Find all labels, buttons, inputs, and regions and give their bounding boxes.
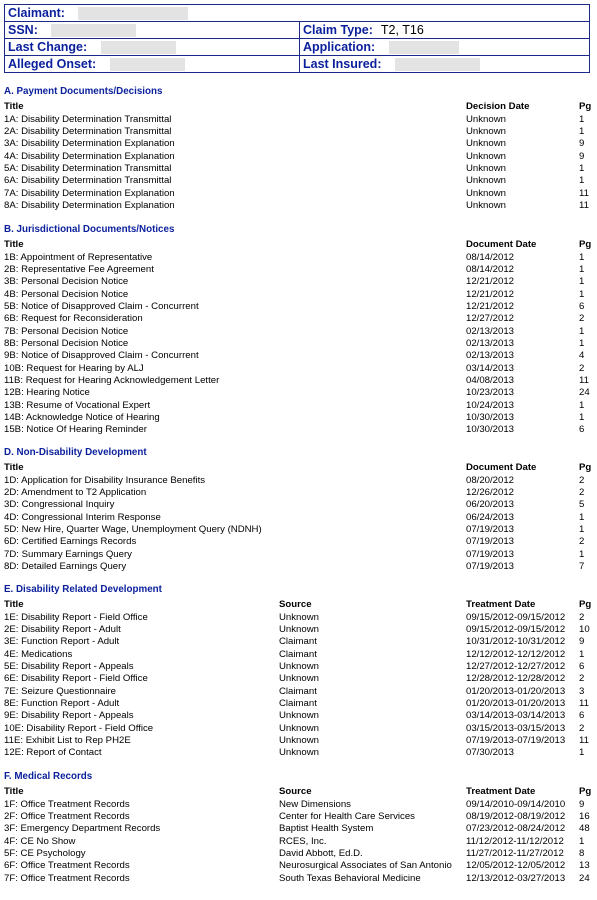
exhibit-date: Unknown xyxy=(466,138,506,150)
exhibit-title[interactable]: 8D: Detailed Earnings Query xyxy=(4,561,127,572)
exhibit-page: 1 xyxy=(579,175,585,187)
exhibit-title[interactable]: 7F: Office Treatment Records xyxy=(4,872,130,884)
exhibit-page: 6 xyxy=(579,424,585,436)
exhibit-page: 2 xyxy=(579,722,585,734)
exhibit-row[interactable] xyxy=(4,163,593,175)
exhibit-page: 1 xyxy=(579,511,585,523)
exhibit-title[interactable]: 8B: Personal Decision Notice xyxy=(4,337,129,349)
exhibit-page: 1 xyxy=(579,747,585,759)
exhibit-page: 7 xyxy=(579,561,585,572)
exhibit-title[interactable]: 6D: Certified Earnings Records xyxy=(4,536,137,548)
exhibit-title[interactable]: 7D: Summary Earnings Query xyxy=(4,548,132,560)
exhibit-title[interactable]: 5F: CE Psychology xyxy=(4,847,86,859)
exhibit-source: Baptist Health System xyxy=(279,823,374,835)
exhibit-source: New Dimensions xyxy=(279,798,351,810)
exhibit-title[interactable]: 3F: Emergency Department Records xyxy=(4,823,161,835)
exhibit-date: 10/24/2013 xyxy=(466,399,515,411)
last-insured-redaction xyxy=(395,58,480,71)
exhibit-title[interactable]: 6E: Disability Report - Field Office xyxy=(4,673,148,685)
exhibit-title[interactable]: 2E: Disability Report - Adult xyxy=(4,623,121,635)
exhibit-title[interactable]: 5D: New Hire, Quarter Wage, Unemployment Query (NDNH) xyxy=(4,523,262,535)
exhibit-date: 12/21/2012 xyxy=(466,276,515,288)
exhibit-row[interactable] xyxy=(4,138,593,150)
exhibit-source: Unknown xyxy=(279,735,319,746)
exhibit-row[interactable] xyxy=(4,673,593,685)
exhibit-page: 5 xyxy=(579,499,585,511)
exhibit-title[interactable]: 1A: Disability Determination Transmittal xyxy=(4,113,172,125)
exhibit-row[interactable] xyxy=(4,624,593,636)
exhibit-page: 6 xyxy=(579,300,585,312)
exhibit-source: Unknown xyxy=(279,747,319,759)
exhibit-date: 10/30/2013 xyxy=(466,424,515,436)
exhibit-title[interactable]: 7B: Personal Decision Notice xyxy=(4,325,129,337)
alleged-onset-cell xyxy=(5,56,300,73)
exhibit-date: 01/20/2013-01/20/2013 xyxy=(466,685,566,697)
column-header-date: Treatment Date xyxy=(466,599,536,610)
exhibit-row[interactable] xyxy=(4,873,593,885)
exhibit-page: 2 xyxy=(579,673,585,685)
exhibit-row[interactable] xyxy=(4,151,593,163)
exhibit-page: 2 xyxy=(579,474,585,486)
last-insured-label: Last Insured: xyxy=(303,56,382,71)
exhibit-row[interactable] xyxy=(4,313,593,325)
exhibit-date: 12/28/2012-12/28/2012 xyxy=(466,673,566,685)
exhibit-date: 11/27/2012-11/27/2012 xyxy=(466,847,564,859)
exhibit-row[interactable] xyxy=(4,735,593,747)
exhibit-date: 06/20/2013 xyxy=(466,499,515,511)
exhibit-page: 1 xyxy=(579,162,585,174)
application-redaction xyxy=(389,41,459,54)
exhibit-row[interactable] xyxy=(4,387,593,399)
exhibit-date: 08/19/2012-08/19/2012 xyxy=(466,810,566,822)
exhibit-date: 01/20/2013-01/20/2013 xyxy=(466,698,566,709)
column-header-date: Decision Date xyxy=(466,101,530,112)
exhibit-date: 02/13/2013 xyxy=(466,325,515,337)
exhibit-date: 10/31/2012-10/31/2012 xyxy=(466,636,566,648)
exhibit-row[interactable] xyxy=(4,536,593,548)
ssn-redaction xyxy=(51,24,136,37)
exhibit-date: 12/27/2012 xyxy=(466,313,515,325)
exhibit-page: 48 xyxy=(579,823,590,835)
claimant-cell xyxy=(5,5,590,22)
exhibit-title[interactable]: 6A: Disability Determination Transmittal xyxy=(4,175,172,187)
exhibit-row[interactable] xyxy=(4,636,593,648)
exhibit-row[interactable] xyxy=(4,188,593,200)
exhibit-title[interactable]: 1F: Office Treatment Records xyxy=(4,798,130,810)
exhibit-date: 12/26/2012 xyxy=(466,486,515,498)
exhibit-title[interactable]: 13B: Resume of Vocational Expert xyxy=(4,399,151,411)
exhibit-source: Unknown xyxy=(279,611,319,623)
exhibit-source: Center for Health Care Services xyxy=(279,810,415,822)
exhibit-row[interactable] xyxy=(4,301,593,313)
claim-type-value: T2, T16 xyxy=(380,23,424,37)
section-title: F. Medical Records xyxy=(4,771,93,782)
column-header-pg: Pg xyxy=(579,786,592,797)
exhibit-row[interactable] xyxy=(4,811,593,823)
exhibit-title[interactable]: 6F: Office Treatment Records xyxy=(4,860,130,872)
exhibit-date: 09/14/2010-09/14/2010 xyxy=(466,798,566,810)
exhibit-title[interactable]: 10E: Disability Report - Field Office xyxy=(4,722,154,734)
exhibit-row[interactable] xyxy=(4,200,593,212)
alleged-onset-redaction xyxy=(110,58,185,71)
exhibit-title[interactable]: 2A: Disability Determination Transmittal xyxy=(4,125,172,137)
exhibit-page: 1 xyxy=(579,648,585,660)
exhibit-title[interactable]: 5B: Notice of Disapproved Claim - Concurrent xyxy=(4,300,199,312)
exhibit-title[interactable]: 11B: Request for Hearing Acknowledgement Letter xyxy=(4,375,220,386)
exhibit-date: 12/12/2012-12/12/2012 xyxy=(466,648,566,660)
exhibit-date: 11/12/2012-11/12/2012 xyxy=(466,835,564,847)
exhibit-title[interactable]: 3B: Personal Decision Notice xyxy=(4,276,129,288)
exhibit-title[interactable]: 2B: Representative Fee Agreement xyxy=(4,263,154,275)
column-header-source: Source xyxy=(279,599,312,610)
exhibit-page: 2 xyxy=(579,611,585,623)
column-header-title: Title xyxy=(4,239,24,250)
exhibit-date: Unknown xyxy=(466,187,506,199)
exhibit-row[interactable] xyxy=(4,710,593,722)
exhibit-source: RCES, Inc. xyxy=(279,835,327,847)
exhibit-date: 12/13/2012-03/27/2013 xyxy=(466,872,566,884)
exhibit-title[interactable]: 12B: Hearing Notice xyxy=(4,387,90,399)
exhibit-title[interactable]: 11E: Exhibit List to Rep PH2E xyxy=(4,735,131,746)
exhibit-row[interactable] xyxy=(4,424,593,436)
exhibit-page: 1 xyxy=(579,263,585,275)
exhibit-row[interactable] xyxy=(4,499,593,511)
exhibit-page: 9 xyxy=(579,138,585,150)
exhibit-page: 24 xyxy=(579,872,590,884)
exhibit-date: Unknown xyxy=(466,125,506,137)
column-header-title: Title xyxy=(4,786,24,797)
exhibit-row[interactable] xyxy=(4,252,593,264)
exhibit-title[interactable]: 7E: Seizure Questionnaire xyxy=(4,685,116,697)
exhibit-page: 1 xyxy=(579,325,585,337)
exhibit-date: 07/19/2013 xyxy=(466,561,515,572)
column-header-pg: Pg xyxy=(579,462,592,473)
exhibit-title[interactable]: 4A: Disability Determination Explanation xyxy=(4,150,175,162)
exhibit-page: 1 xyxy=(579,548,585,560)
exhibit-title[interactable]: 1E: Disability Report - Field Office xyxy=(4,611,148,623)
exhibit-date: Unknown xyxy=(466,199,506,211)
exhibit-page: 1 xyxy=(579,399,585,411)
exhibit-page: 2 xyxy=(579,536,585,548)
exhibit-title[interactable]: 8E: Function Report - Adult xyxy=(4,698,120,709)
exhibit-row[interactable] xyxy=(4,561,593,573)
column-header-title: Title xyxy=(4,101,24,112)
column-header-title: Title xyxy=(4,462,24,473)
exhibit-row[interactable] xyxy=(4,649,593,661)
exhibit-row[interactable] xyxy=(4,264,593,276)
exhibit-date: 07/19/2013 xyxy=(466,536,515,548)
exhibit-date: 04/08/2013 xyxy=(466,375,515,386)
exhibit-date: 09/15/2012-09/15/2012 xyxy=(466,611,566,623)
ssn-cell xyxy=(5,22,300,39)
claimant-label: Claimant: xyxy=(8,5,65,20)
section-title: A. Payment Documents/Decisions xyxy=(4,86,163,97)
exhibit-page: 1 xyxy=(579,523,585,535)
exhibit-page: 9 xyxy=(579,798,585,810)
column-header-date: Treatment Date xyxy=(466,786,536,797)
exhibit-date: 12/05/2012-12/05/2012 xyxy=(466,860,566,872)
exhibit-row[interactable] xyxy=(4,836,593,848)
exhibit-title[interactable]: 8A: Disability Determination Explanation xyxy=(4,199,175,211)
exhibit-row[interactable] xyxy=(4,289,593,301)
last-change-label: Last Change: xyxy=(8,39,88,54)
exhibit-page: 1 xyxy=(579,288,585,300)
exhibit-date: 08/20/2012 xyxy=(466,474,515,486)
column-header-row xyxy=(4,786,593,798)
exhibit-page: 6 xyxy=(579,660,585,672)
exhibit-row[interactable] xyxy=(4,400,593,412)
exhibit-page: 1 xyxy=(579,412,585,423)
exhibit-date: Unknown xyxy=(466,162,506,174)
column-header-source: Source xyxy=(279,786,312,797)
claimant-redaction xyxy=(78,7,188,20)
exhibit-page: 10 xyxy=(579,623,590,635)
column-header-title: Title xyxy=(4,599,24,610)
exhibit-row[interactable] xyxy=(4,276,593,288)
exhibit-source: Unknown xyxy=(279,660,319,672)
exhibit-title[interactable]: 4B: Personal Decision Notice xyxy=(4,288,129,300)
exhibit-date: 08/14/2012 xyxy=(466,263,515,275)
exhibit-page: 8 xyxy=(579,847,585,859)
exhibit-page: 9 xyxy=(579,150,585,162)
exhibit-row[interactable] xyxy=(4,487,593,499)
exhibit-date: 10/23/2013 xyxy=(466,387,515,399)
exhibit-title[interactable]: 9B: Notice of Disapproved Claim - Concurrent xyxy=(4,350,199,362)
exhibit-row[interactable] xyxy=(4,512,593,524)
exhibit-title[interactable]: 14B: Acknowledge Notice of Hearing xyxy=(4,412,160,423)
exhibit-row[interactable] xyxy=(4,412,593,424)
column-header-row xyxy=(4,599,593,611)
exhibit-date: 03/14/2013-03/14/2013 xyxy=(466,710,566,722)
exhibit-title[interactable]: 4F: CE No Show xyxy=(4,835,76,847)
exhibit-date: 06/24/2013 xyxy=(466,511,515,523)
exhibit-page: 24 xyxy=(579,387,590,399)
exhibit-page: 1 xyxy=(579,337,585,349)
exhibit-title[interactable]: 10B: Request for Hearing by ALJ xyxy=(4,362,144,374)
exhibit-date: 07/19/2013 xyxy=(466,523,515,535)
exhibit-date: 08/14/2012 xyxy=(466,251,515,263)
exhibit-source: Unknown xyxy=(279,623,319,635)
exhibit-row[interactable] xyxy=(4,363,593,375)
exhibit-date: 10/30/2013 xyxy=(466,412,515,423)
exhibit-source: Unknown xyxy=(279,710,319,722)
exhibit-title[interactable]: 12E: Report of Contact xyxy=(4,747,102,759)
exhibit-title[interactable]: 9E: Disability Report - Appeals xyxy=(4,710,134,722)
exhibit-page: 2 xyxy=(579,313,585,325)
exhibit-source: South Texas Behavioral Medicine xyxy=(279,872,421,884)
exhibit-row[interactable] xyxy=(4,326,593,338)
exhibit-row[interactable] xyxy=(4,175,593,187)
exhibit-date: 07/19/2013 xyxy=(466,548,515,560)
exhibit-source: Claimant xyxy=(279,698,317,709)
exhibit-page: 11 xyxy=(579,735,589,746)
exhibit-title[interactable]: 5E: Disability Report - Appeals xyxy=(4,660,134,672)
claim-header-table xyxy=(4,4,590,73)
exhibit-date: 03/14/2013 xyxy=(466,362,515,374)
exhibit-page: 13 xyxy=(579,860,590,872)
exhibit-row[interactable] xyxy=(4,686,593,698)
exhibit-date: 12/21/2012 xyxy=(466,288,515,300)
exhibit-row[interactable] xyxy=(4,524,593,536)
exhibit-date: 07/30/2013 xyxy=(466,747,515,759)
section-title: B. Jurisdictional Documents/Notices xyxy=(4,224,175,235)
claim-type-cell xyxy=(300,22,590,39)
exhibit-source: David Abbott, Ed.D. xyxy=(279,847,363,859)
exhibit-page: 3 xyxy=(579,685,585,697)
exhibit-date: 12/27/2012-12/27/2012 xyxy=(466,660,566,672)
exhibit-page: 1 xyxy=(579,125,585,137)
exhibit-page: 4 xyxy=(579,350,585,362)
column-header-date: Document Date xyxy=(466,462,537,473)
exhibit-row[interactable] xyxy=(4,612,593,624)
exhibit-date: Unknown xyxy=(466,175,506,187)
last-insured-cell xyxy=(300,56,590,73)
exhibit-date: 07/19/2013-07/19/2013 xyxy=(466,735,566,746)
exhibit-row[interactable] xyxy=(4,126,593,138)
exhibit-row[interactable] xyxy=(4,747,593,759)
exhibit-page: 6 xyxy=(579,710,585,722)
exhibit-date: 02/13/2013 xyxy=(466,337,515,349)
exhibit-title[interactable]: 6B: Request for Reconsideration xyxy=(4,313,143,325)
column-header-pg: Pg xyxy=(579,599,592,610)
last-change-redaction xyxy=(101,41,176,54)
application-cell xyxy=(300,39,590,56)
exhibit-row[interactable] xyxy=(4,375,593,387)
exhibit-title[interactable]: 3A: Disability Determination Explanation xyxy=(4,138,175,150)
exhibit-title[interactable]: 4E: Medications xyxy=(4,648,73,660)
exhibit-date: Unknown xyxy=(466,113,506,125)
exhibit-page: 11 xyxy=(579,698,589,709)
exhibit-title[interactable]: 1D: Application for Disability Insurance Benefits xyxy=(4,474,206,486)
section-title: D. Non-Disability Development xyxy=(4,447,147,458)
exhibit-row[interactable] xyxy=(4,799,593,811)
column-header-row xyxy=(4,239,593,251)
exhibit-row[interactable] xyxy=(4,860,593,872)
exhibit-page: 1 xyxy=(579,113,585,125)
exhibit-page: 16 xyxy=(579,810,590,822)
column-header-row xyxy=(4,462,593,474)
ssn-label: SSN: xyxy=(8,22,38,37)
alleged-onset-label: Alleged Onset: xyxy=(8,56,97,71)
exhibit-title[interactable]: 4D: Congressional Interim Response xyxy=(4,511,161,523)
exhibit-row[interactable] xyxy=(4,350,593,362)
exhibit-page: 9 xyxy=(579,636,585,648)
exhibit-page: 11 xyxy=(579,187,589,199)
exhibit-row[interactable] xyxy=(4,114,593,126)
exhibit-date: 12/21/2012 xyxy=(466,300,515,312)
exhibit-row[interactable] xyxy=(4,698,593,710)
exhibit-row[interactable] xyxy=(4,723,593,735)
claim-type-label: Claim Type: xyxy=(303,23,373,37)
exhibit-row[interactable] xyxy=(4,848,593,860)
exhibit-row[interactable] xyxy=(4,823,593,835)
exhibit-page: 1 xyxy=(579,251,585,263)
exhibit-title[interactable]: 15B: Notice Of Hearing Reminder xyxy=(4,424,147,436)
exhibit-page: 11 xyxy=(579,375,589,386)
exhibit-title[interactable]: 5A: Disability Determination Transmittal xyxy=(4,162,172,174)
column-header-date: Document Date xyxy=(466,239,537,250)
exhibit-source: Neurosurgical Associates of San Antonio xyxy=(279,860,452,872)
exhibit-date: 02/13/2013 xyxy=(466,350,515,362)
last-change-cell xyxy=(5,39,300,56)
exhibit-page: 1 xyxy=(579,835,585,847)
exhibit-row[interactable] xyxy=(4,661,593,673)
exhibit-date: 09/15/2012-09/15/2012 xyxy=(466,623,566,635)
exhibit-row[interactable] xyxy=(4,475,593,487)
exhibit-source: Claimant xyxy=(279,685,317,697)
exhibit-title[interactable]: 2F: Office Treatment Records xyxy=(4,810,130,822)
column-header-pg: Pg xyxy=(579,239,592,250)
exhibit-page: 2 xyxy=(579,362,585,374)
exhibit-source: Claimant xyxy=(279,648,317,660)
exhibit-page: 11 xyxy=(579,199,589,211)
exhibit-title[interactable]: 1B: Appointment of Representative xyxy=(4,251,153,263)
exhibit-title[interactable]: 7A: Disability Determination Explanation xyxy=(4,187,175,199)
section-title: E. Disability Related Development xyxy=(4,584,162,595)
exhibit-row[interactable] xyxy=(4,549,593,561)
exhibit-source: Claimant xyxy=(279,636,317,648)
column-header-row xyxy=(4,101,593,113)
exhibit-row[interactable] xyxy=(4,338,593,350)
exhibit-page: 2 xyxy=(579,486,585,498)
exhibit-date: 07/23/2012-08/24/2012 xyxy=(466,823,566,835)
exhibit-date: Unknown xyxy=(466,150,506,162)
exhibit-title[interactable]: 2D: Amendment to T2 Application xyxy=(4,486,147,498)
exhibit-source: Unknown xyxy=(279,673,319,685)
application-label: Application: xyxy=(303,39,376,54)
exhibit-page: 1 xyxy=(579,276,585,288)
exhibit-title[interactable]: 3D: Congressional Inquiry xyxy=(4,499,115,511)
column-header-pg: Pg xyxy=(579,101,592,112)
exhibit-title[interactable]: 3E: Function Report - Adult xyxy=(4,636,120,648)
exhibit-date: 03/15/2013-03/15/2013 xyxy=(466,722,566,734)
exhibit-source: Unknown xyxy=(279,722,319,734)
